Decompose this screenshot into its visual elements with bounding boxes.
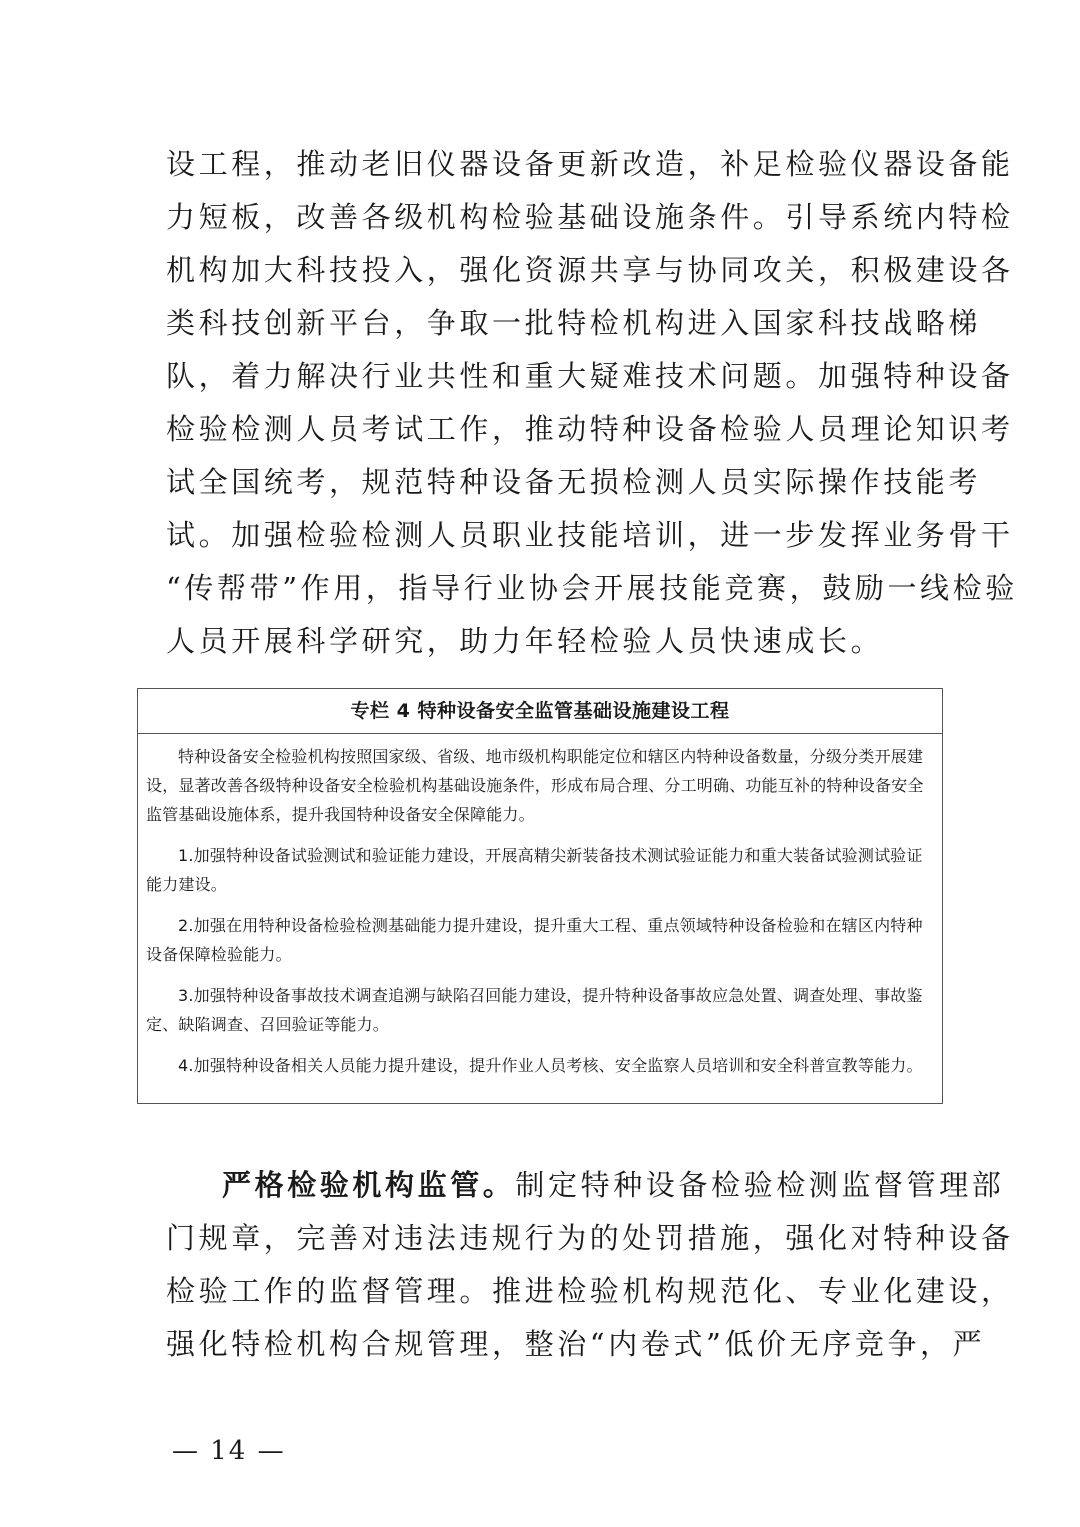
- text-line: 门规章，完善对违法违规行为的处罚措施，强化对特种设备: [166, 1221, 1014, 1255]
- special-column-intro: 特种设备安全检验机构按照国家级、省级、地市级机构职能定位和辖区内特种设备数量，分级分类开展建设，显著改善各级特种设备安全检验机构基础设施条件，形成布局合理、分工明确、功能互补的特种设备安全监管基础设施体系，提升我国特种设备安全保障能力。: [146, 747, 924, 824]
- text-line: [222, 1167, 1005, 1203]
- text-line: 机构加大科技投入，强化资源共享与协同攻关，积极建设各: [166, 253, 1014, 287]
- special-column-item: 4.加强特种设备相关人员能力提升建设，提升作业人员考核、安全监察人员培训和安全科普宣教等能力。: [178, 1056, 923, 1075]
- text-line: 检验检测人员考试工作，推动特种设备检验人员理论知识考: [166, 412, 1014, 446]
- special-column-title: 专栏 4 特种设备安全监管基础设施建设工程: [138, 689, 942, 734]
- special-column-item: 3.加强特种设备事故技术调查追溯与缺陷召回能力建设，提升特种设备事故应急处置、调查处理、事故鉴定、缺陷调查、召回验证等能力。: [146, 986, 923, 1034]
- section-heading: 严格检验机构监管。: [222, 1168, 516, 1202]
- text-line: 设工程，推动老旧仪器设备更新改造，补足检验仪器设备能: [166, 147, 1014, 181]
- text-line: 人员开展科学研究，助力年轻检验人员快速成长。: [166, 624, 884, 658]
- special-column-item: 2.加强在用特种设备检验检测基础能力提升建设，提升重大工程、重点领域特种设备检验和在辖区内特种设备保障检验能力。: [146, 916, 923, 964]
- special-column-box: [137, 688, 943, 1104]
- text-line: 试。加强检验检测人员职业技能培训，进一步发挥业务骨干: [166, 518, 1014, 552]
- text-line: 队，着力解决行业共性和重大疑难技术问题。加强特种设备: [166, 359, 1014, 393]
- page-number: — 14 —: [172, 1436, 286, 1466]
- special-column-item: 1.加强特种设备试验测试和验证能力建设，开展高精尖新装备技术测试验证能力和重大装备试验测试验证能力建设。: [146, 846, 923, 894]
- text-line: 强化特检机构合规管理，整治“内卷式”低价无序竞争，严: [166, 1327, 986, 1361]
- text-line: 检验工作的监督管理。推进检验机构规范化、专业化建设，: [166, 1274, 1014, 1308]
- special-column-body: [138, 734, 942, 1080]
- text-line: 试全国统考，规范特种设备无损检测人员实际操作技能考: [166, 465, 982, 499]
- text-line: 力短板，改善各级机构检验基础设施条件。引导系统内特检: [166, 200, 1014, 234]
- text-line: 类科技创新平台，争取一批特检机构进入国家科技战略梯: [166, 306, 982, 340]
- text-span: 制定特种设备检验检测监督管理部: [515, 1168, 1005, 1202]
- text-line: “传帮带”作用，指导行业协会开展技能竞赛，鼓励一线检验: [166, 571, 1018, 605]
